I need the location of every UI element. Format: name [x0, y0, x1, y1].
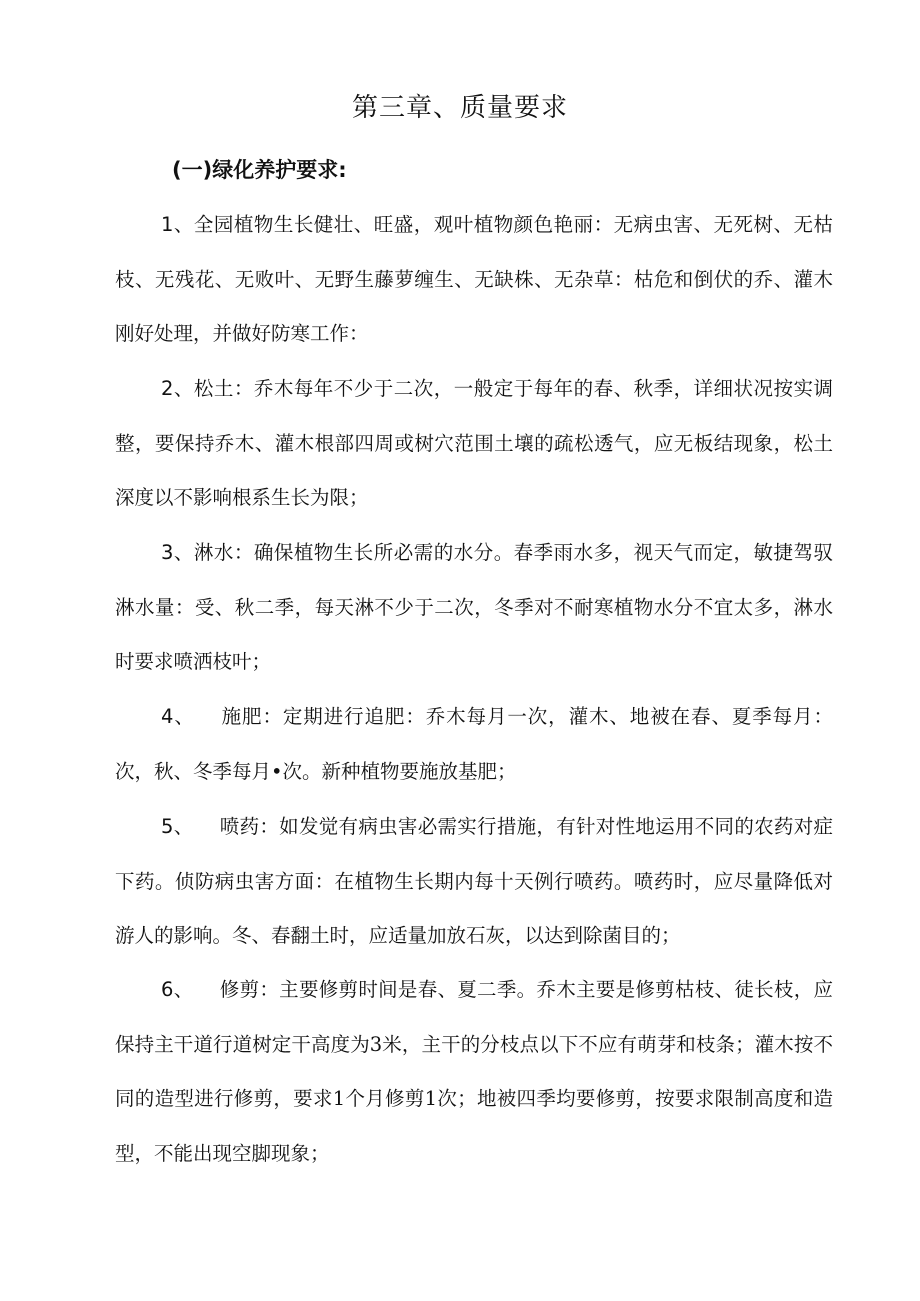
item-text: 松土：乔木每年不少于二次，一般定于每年的春、秋季，详细状况按实调整，要保持乔木、灌木根部四周或树穴范围土壤的疏松透气，应无板结现象，松土深度以不影响根系生长为限；	[115, 377, 833, 509]
item-number: 5、	[161, 815, 194, 838]
paragraph-item-4	[115, 690, 833, 799]
section-heading: (一)绿化养护要求:	[172, 158, 347, 182]
paragraph-item-1	[115, 198, 833, 362]
page-title: 第三章、质量要求	[351, 93, 568, 123]
item-text: 淋水：确保植物生长所必需的水分。春季雨水多，视天气而定，敏捷驾驭淋水量：受、秋二季，每天淋不少于二次，冬季对不耐寒植物水分不宜太多，淋水时要求喷洒枝叶；	[115, 541, 833, 673]
item-number: 3、	[161, 541, 194, 564]
item-number: 6、	[161, 978, 194, 1001]
item-number: 1、	[161, 213, 194, 236]
paragraph-item-6	[115, 963, 833, 1181]
paragraph-item-3	[115, 526, 833, 690]
item-text: 全园植物生长健壮、旺盛，观叶植物颜色艳丽：无病虫害、无死树、无枯枝、无残花、无败叶、无野生藤萝缠生、无缺株、无杂草：枯危和倒伏的乔、灌木刚好处理，并做好防寒工作：	[115, 213, 833, 345]
item-text: 施肥：定期进行追肥：乔木每月一次，灌木、地被在春、夏季每月：次，秋、冬季每月•次。新种植物要施放基肥；	[115, 705, 833, 783]
item-text: 喷药：如发觉有病虫害必需实行措施，有针对性地运用不同的农药对症下药。侦防病虫害方面：在植物生长期内每十天例行喷药。喷药时，应尽量降低对游人的影响。冬、春翻土时，应适量加放石灰，以达到除菌目的；	[115, 815, 833, 947]
item-number: 2、	[161, 377, 194, 400]
paragraph-item-5	[115, 800, 833, 964]
item-text: 修剪：主要修剪时间是春、夏二季。乔木主要是修剪枯枝、徒长枝，应保持主干道行道树定干高度为3米，主干的分枝点以下不应有萌芽和枝条；灌木按不同的造型进行修剪，要求1个月修剪1次；地被四季均要修剪，按要求限制高度和造型，不能出现空脚现象；	[115, 978, 833, 1165]
paragraph-item-2	[115, 362, 833, 526]
item-number: 4、	[161, 705, 195, 728]
